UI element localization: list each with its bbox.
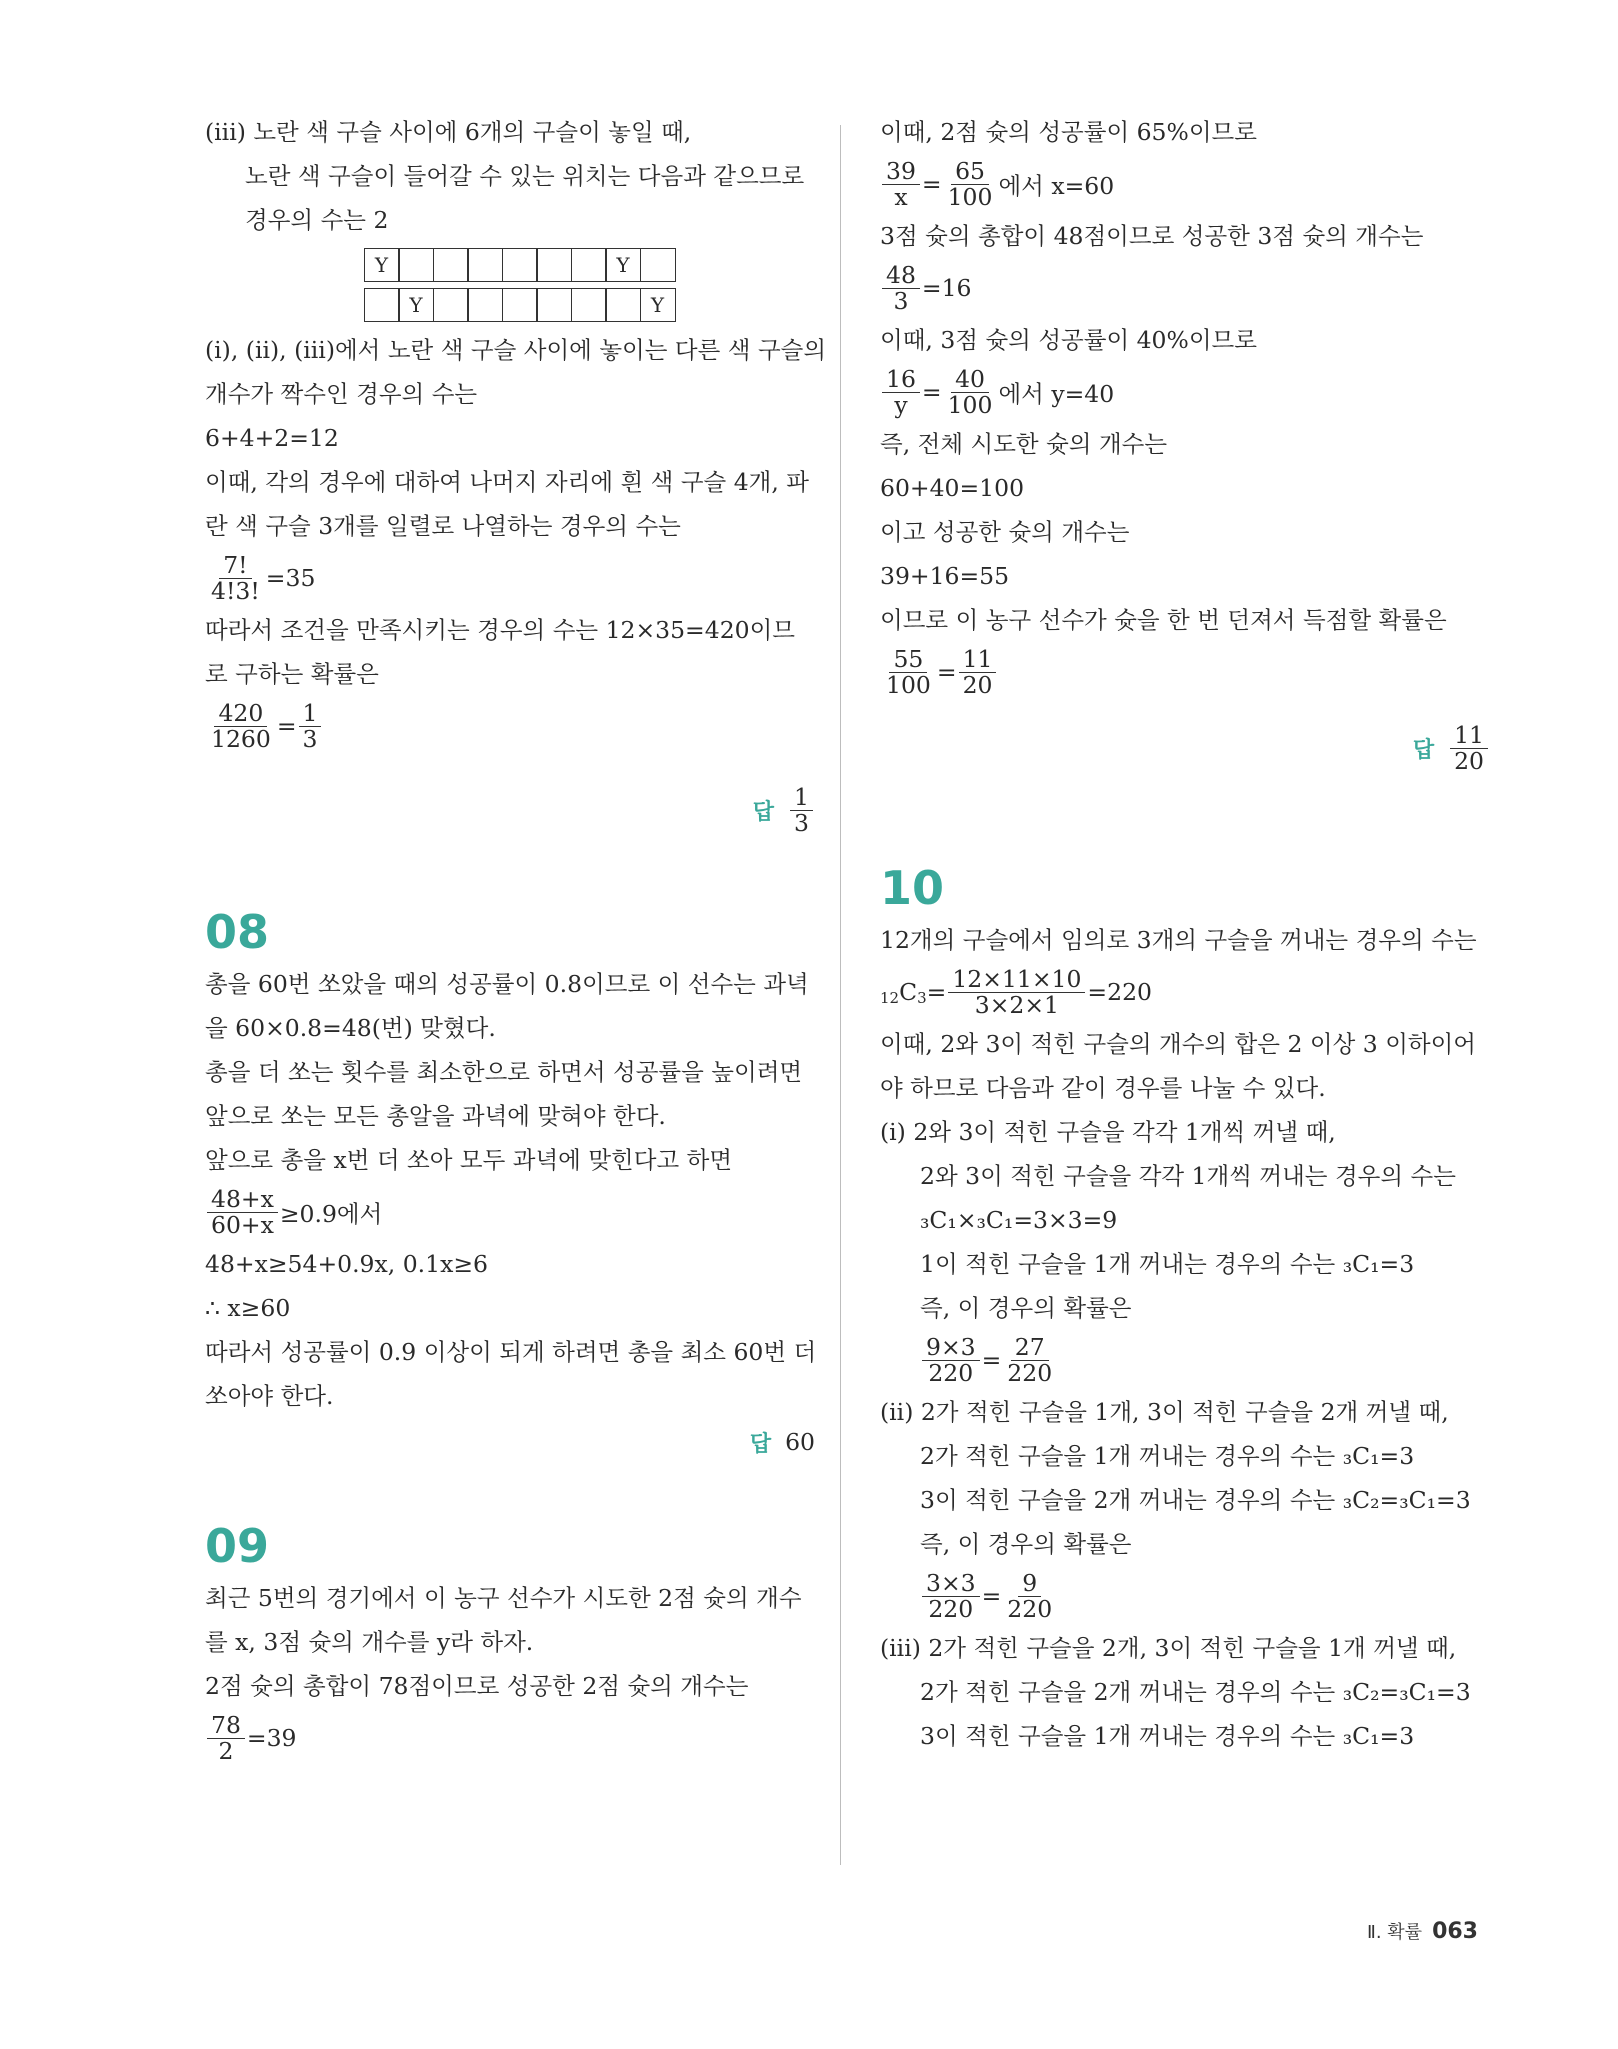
text-line: 즉, 이 경우의 확률은 xyxy=(920,1294,1132,1322)
denominator: 220 xyxy=(1007,1358,1053,1387)
section-number: 09 xyxy=(205,1519,270,1573)
text-line: 로 구하는 확률은 xyxy=(205,660,379,688)
numerator: 16 xyxy=(882,367,920,393)
numerator: 78 xyxy=(207,1713,245,1739)
numerator: 48+x xyxy=(207,1187,278,1213)
denominator: 1260 xyxy=(211,724,271,753)
formula-text: 에서 y=40 xyxy=(998,380,1115,408)
grid-cell xyxy=(502,288,538,322)
grid-cell: Y xyxy=(364,248,400,282)
chapter-label: Ⅱ. 확률 xyxy=(1366,1922,1423,1943)
section-number: 10 xyxy=(880,861,945,915)
formula-line xyxy=(880,962,1490,1022)
text-line: 12개의 구슬에서 임의로 3개의 구슬을 꺼내는 경우의 수는 xyxy=(880,926,1477,954)
formula-text: =16 xyxy=(921,274,972,302)
numerator: 40 xyxy=(951,367,989,393)
denominator: 100 xyxy=(947,182,993,211)
grid-cell xyxy=(571,248,607,282)
answer xyxy=(205,780,815,840)
grid-cell xyxy=(536,248,572,282)
fraction xyxy=(948,964,1085,1019)
denominator: 60+x xyxy=(211,1210,274,1239)
numerator: 11 xyxy=(959,647,997,673)
text-line: 최근 5번의 경기에서 이 농구 선수가 시도한 2점 슛의 개수 xyxy=(205,1584,802,1612)
fraction xyxy=(1003,1568,1056,1623)
formula-line xyxy=(880,362,1490,422)
text-line: 앞으로 총을 x번 더 쏘아 모두 과녁에 맞힌다고 하면 xyxy=(205,1146,733,1174)
combination-subscript: 3 xyxy=(917,989,927,1007)
numerator: 11 xyxy=(1450,723,1488,749)
text-line: 이때, 2점 슛의 성공률이 65%이므로 xyxy=(880,118,1257,146)
text-line: 따라서 조건을 만족시키는 경우의 수는 12×35=420이므 xyxy=(205,616,796,644)
text-line: 를 x, 3점 슛의 개수를 y라 하자. xyxy=(205,1628,534,1656)
grid-cell xyxy=(364,288,400,322)
fraction xyxy=(790,782,813,837)
numerator: 1 xyxy=(299,701,322,727)
text-line: 노란 색 구슬이 들어갈 수 있는 위치는 다음과 같으므로 xyxy=(245,162,805,190)
text-line: 이때, 각의 경우에 대하여 나머지 자리에 흰 색 구슬 4개, 파 xyxy=(205,468,810,496)
denominator: 220 xyxy=(928,1594,974,1623)
numerator: 3×3 xyxy=(922,1571,980,1597)
fraction xyxy=(207,698,275,753)
formula-line xyxy=(880,1330,1490,1390)
text-line: 경우의 수는 2 xyxy=(245,206,389,234)
text-line: 3이 적힌 구슬을 2개 꺼내는 경우의 수는 ₃C₂=₃C₁=3 xyxy=(920,1486,1471,1514)
right-column xyxy=(880,110,1490,1758)
answer-label: 답 xyxy=(1412,737,1435,763)
position-grid-1 xyxy=(365,248,815,282)
numerator: 420 xyxy=(214,701,267,727)
text-line: 60+40=100 xyxy=(880,474,1025,502)
grid-cell xyxy=(398,248,434,282)
numerator: 9 xyxy=(1018,1571,1041,1597)
denominator: 20 xyxy=(962,670,993,699)
text-line: 따라서 성공률이 0.9 이상이 되게 하려면 총을 최소 60번 더 xyxy=(205,1338,817,1366)
section-number: 08 xyxy=(205,905,270,959)
grid-cell: Y xyxy=(398,288,434,322)
formula-line xyxy=(205,696,815,756)
text-line: (iii) 노란 색 구슬 사이에 6개의 구슬이 놓일 때, xyxy=(205,118,692,146)
text-line: 이때, 3점 슛의 성공률이 40%이므로 xyxy=(880,326,1257,354)
formula-text: = xyxy=(926,978,947,1006)
page-footer xyxy=(1367,1918,1478,1944)
formula-text: = xyxy=(981,1582,1002,1610)
grid-cell xyxy=(467,248,503,282)
fraction xyxy=(944,156,997,211)
denominator: 3 xyxy=(893,286,909,315)
text-line: ₃C₁×₃C₁=3×3=9 xyxy=(920,1206,1118,1234)
text-line: 2점 슛의 총합이 78점이므로 성공한 2점 슛의 개수는 xyxy=(205,1672,749,1700)
combination-prefix: 12 xyxy=(880,989,900,1007)
fraction xyxy=(922,1332,980,1387)
answer-label: 답 xyxy=(749,1431,772,1457)
text-line: 앞으로 쏘는 모든 총알을 과녁에 맞혀야 한다. xyxy=(205,1102,666,1130)
text-line: 2가 적힌 구슬을 2개 꺼내는 경우의 수는 ₃C₂=₃C₁=3 xyxy=(920,1678,1471,1706)
text-line: 1이 적힌 구슬을 1개 꺼내는 경우의 수는 ₃C₁=3 xyxy=(920,1250,1415,1278)
text-line: 란 색 구슬 3개를 일렬로 나열하는 경우의 수는 xyxy=(205,512,681,540)
fraction xyxy=(299,698,322,753)
grid-cell xyxy=(433,288,469,322)
formula-line xyxy=(880,1566,1490,1626)
position-grid-2 xyxy=(365,288,815,322)
grid-cell xyxy=(605,288,641,322)
text-line: 이고 성공한 슛의 개수는 xyxy=(880,518,1130,546)
answer xyxy=(205,1418,815,1466)
grid-cell: Y xyxy=(605,248,641,282)
text-line: 즉, 전체 시도한 슛의 개수는 xyxy=(880,430,1168,458)
numerator: 48 xyxy=(882,263,920,289)
text-line: (i) 2와 3이 적힌 구슬을 각각 1개씩 꺼낼 때, xyxy=(880,1118,1336,1146)
numerator: 12×11×10 xyxy=(948,967,1085,993)
text-line: 39+16=55 xyxy=(880,562,1010,590)
formula-line xyxy=(205,548,815,608)
formula-text: = xyxy=(276,712,297,740)
formula-text: = xyxy=(921,378,942,406)
fraction xyxy=(882,156,920,211)
fraction xyxy=(959,644,997,699)
fraction xyxy=(922,1568,980,1623)
fraction xyxy=(944,364,997,419)
fraction xyxy=(882,644,935,699)
answer xyxy=(880,718,1490,778)
formula-text: =39 xyxy=(246,1724,297,1752)
grid-cell xyxy=(571,288,607,322)
text-line: 2가 적힌 구슬을 1개 꺼내는 경우의 수는 ₃C₁=3 xyxy=(920,1442,1415,1470)
formula-text: = xyxy=(936,658,957,686)
formula-text: = xyxy=(981,1346,1002,1374)
fraction xyxy=(1450,720,1488,775)
formula-line xyxy=(205,1182,815,1242)
grid-cell: Y xyxy=(640,288,676,322)
numerator: 1 xyxy=(790,785,813,811)
formula-line xyxy=(880,258,1490,318)
fraction xyxy=(207,1710,245,1765)
fraction xyxy=(882,260,920,315)
text-line: 6+4+2=12 xyxy=(205,424,339,452)
answer-label: 답 xyxy=(752,799,775,825)
text-line: 즉, 이 경우의 확률은 xyxy=(920,1530,1132,1558)
text-line: (iii) 2가 적힌 구슬을 2개, 3이 적힌 구슬을 1개 꺼낼 때, xyxy=(880,1634,1457,1662)
grid-cell xyxy=(433,248,469,282)
grid-cell xyxy=(640,248,676,282)
denominator: 100 xyxy=(886,670,931,699)
formula-line xyxy=(205,1708,815,1768)
left-column xyxy=(205,110,827,1768)
combination-symbol: C xyxy=(899,978,918,1006)
fraction xyxy=(882,364,920,419)
text-line: 총을 60번 쏘았을 때의 성공률이 0.8이므로 이 선수는 과녁 xyxy=(205,970,809,998)
text-line: 3이 적힌 구슬을 1개 꺼내는 경우의 수는 ₃C₁=3 xyxy=(920,1722,1415,1750)
answer-value: 60 xyxy=(785,1428,815,1456)
denominator: 3 xyxy=(302,724,318,753)
formula-line xyxy=(880,642,1490,702)
denominator: 220 xyxy=(928,1358,974,1387)
text-line: 을 60×0.8=48(번) 맞혔다. xyxy=(205,1014,496,1042)
formula-text: ≥0.9에서 xyxy=(279,1200,383,1228)
grid-cell xyxy=(502,248,538,282)
formula-line xyxy=(880,154,1490,214)
denominator: 2 xyxy=(218,1736,234,1765)
denominator: y xyxy=(894,390,908,419)
numerator: 9×3 xyxy=(922,1335,980,1361)
text-line: 쏘아야 한다. xyxy=(205,1382,334,1410)
text-line: 2와 3이 적힌 구슬을 각각 1개씩 꺼내는 경우의 수는 xyxy=(920,1162,1456,1190)
denominator: 3×2×1 xyxy=(974,990,1059,1019)
numerator: 7! xyxy=(219,553,251,579)
fraction xyxy=(1003,1332,1056,1387)
denominator: x xyxy=(894,182,908,211)
fraction xyxy=(207,550,264,605)
denominator: 100 xyxy=(947,390,993,419)
text-line: ∴ x≥60 xyxy=(205,1294,291,1322)
numerator: 65 xyxy=(951,159,989,185)
denominator: 220 xyxy=(1007,1594,1053,1623)
column-divider xyxy=(840,125,841,1865)
text-line: 야 하므로 다음과 같이 경우를 나눌 수 있다. xyxy=(880,1074,1326,1102)
denominator: 3 xyxy=(794,808,809,837)
numerator: 55 xyxy=(889,647,927,673)
denominator: 4!3! xyxy=(211,576,260,605)
text-line: (ii) 2가 적힌 구슬을 1개, 3이 적힌 구슬을 2개 꺼낼 때, xyxy=(880,1398,1449,1426)
text-line: 총을 더 쏘는 횟수를 최소한으로 하면서 성공률을 높이려면 xyxy=(205,1058,803,1086)
text-line: 48+x≥54+0.9x, 0.1x≥6 xyxy=(205,1250,488,1278)
formula-text: 에서 x=60 xyxy=(998,172,1115,200)
text-line: 이므로 이 농구 선수가 슛을 한 번 던져서 득점할 확률은 xyxy=(880,606,1447,634)
text-line: (i), (ii), (iii)에서 노란 색 구슬 사이에 놓이는 다른 색 구슬의 xyxy=(205,336,827,364)
grid-cell xyxy=(467,288,503,322)
fraction xyxy=(207,1184,278,1239)
numerator: 39 xyxy=(882,159,920,185)
text-line: 개수가 짝수인 경우의 수는 xyxy=(205,380,478,408)
formula-text: = xyxy=(921,170,942,198)
text-line: 이때, 2와 3이 적힌 구슬의 개수의 합은 2 이상 3 이하이어 xyxy=(880,1030,1476,1058)
numerator: 27 xyxy=(1011,1335,1049,1361)
denominator: 20 xyxy=(1454,746,1484,775)
formula-text: =35 xyxy=(265,564,316,592)
text-line: 3점 슛의 총합이 48점이므로 성공한 3점 슛의 개수는 xyxy=(880,222,1424,250)
formula-text: =220 xyxy=(1087,978,1152,1006)
page-number: 063 xyxy=(1432,1919,1478,1944)
grid-cell xyxy=(536,288,572,322)
